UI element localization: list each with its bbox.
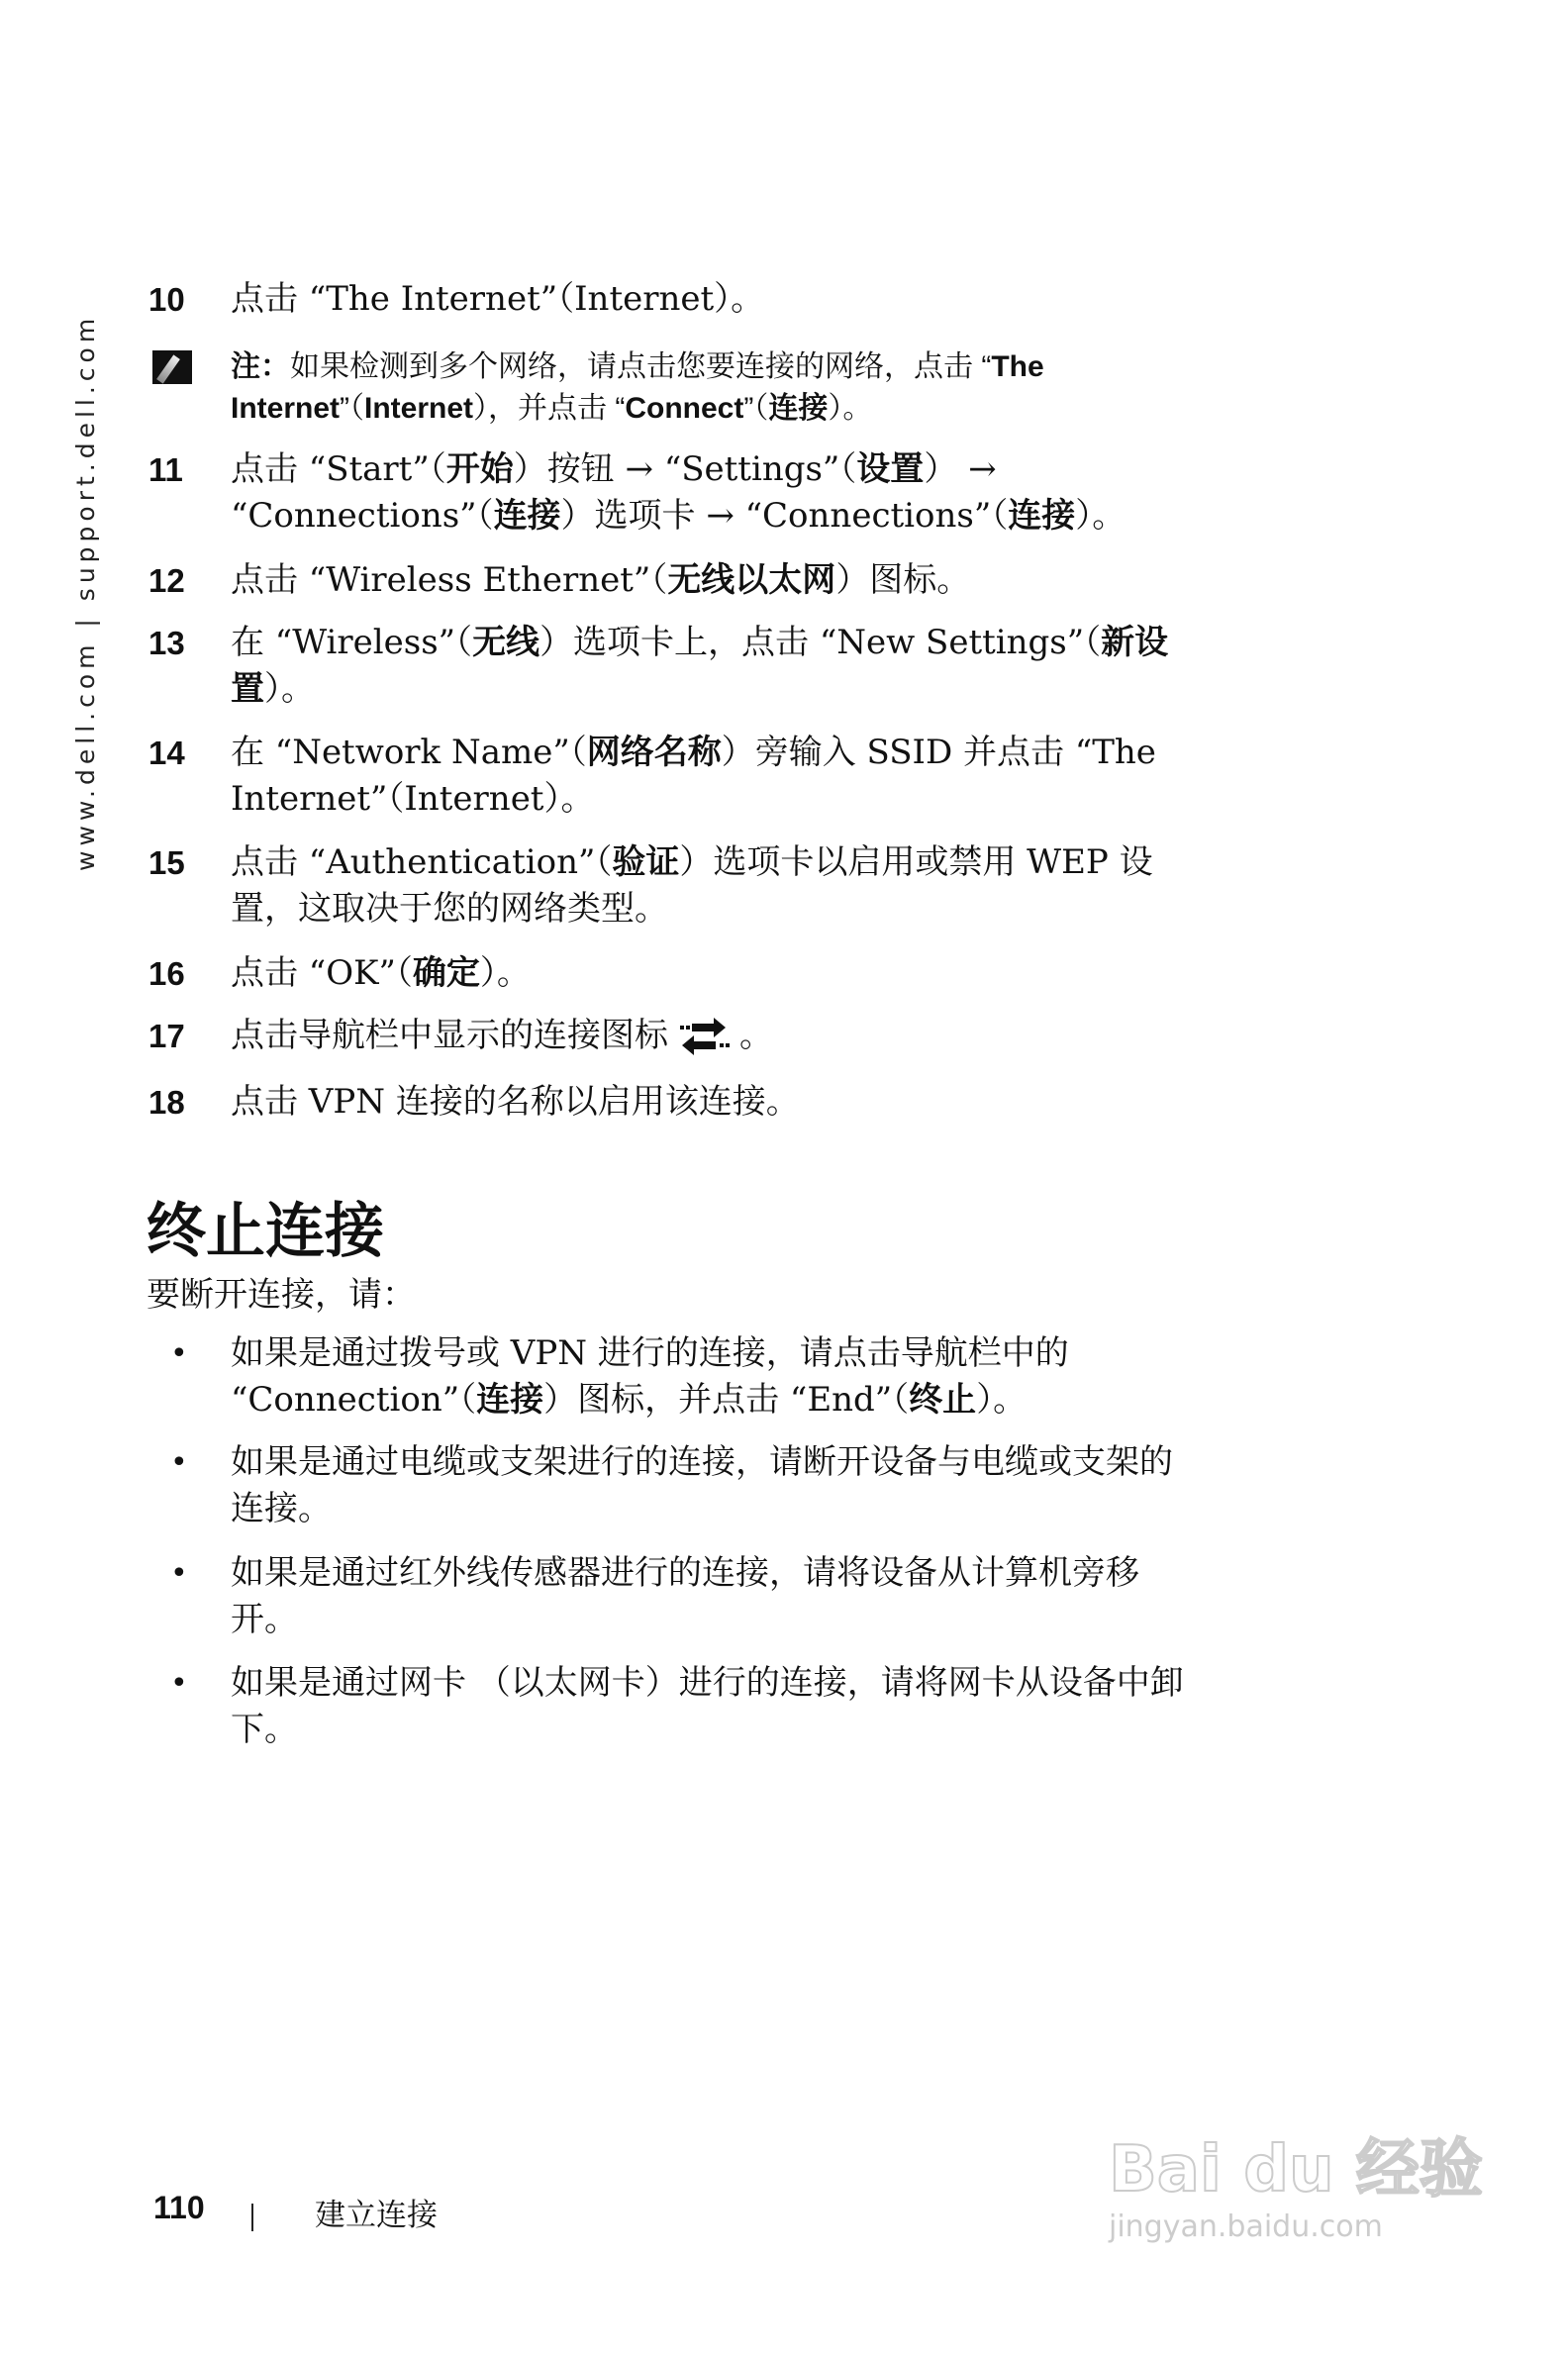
connection-icon [678,1018,730,1057]
step-number: 18 [148,1084,185,1121]
step-number: 10 [148,281,185,318]
text-line [231,1660,1184,1707]
text-line [231,1597,1139,1643]
text-line [231,557,970,604]
text-span: ）旁输入 SSID 并点击 “The [721,733,1156,772]
bold-text: 无线 [472,623,540,662]
note-pencil-icon [152,350,192,384]
text-line [231,886,1153,933]
bold-text: 终止 [909,1380,977,1420]
text-line [231,620,1168,666]
bullet-text [231,1660,1184,1753]
bold-text: Internet [231,392,341,425]
text-span: ）。 [264,669,315,709]
text-span: ”（ [743,392,769,425]
watermark-logo: Bai du 经验 [1109,2133,1483,2207]
intro-text: 要断开连接，请： [147,1275,416,1315]
text-span: ）。 [828,392,873,425]
bold-text: 置 [231,669,264,709]
text-line [231,1439,1173,1486]
text-span: “Connections”（ [231,496,494,536]
text-line [231,776,1156,823]
bold-text: 网络名称 [586,733,722,772]
text-span: 如果是通过电缆或支架进行的连接，请断开设备与电缆或支架的 [231,1442,1173,1482]
text-span: 如果是通过红外线传感器进行的连接，请将设备从计算机旁移 [231,1553,1139,1593]
step-text [231,557,970,604]
text-span: 点击 “Start”（ [231,449,446,489]
step-text [231,446,1126,540]
text-span: 点击导航栏中显示的连接图标 [231,1016,668,1055]
bold-text: 无线以太网 [667,560,836,600]
step-number: 12 [148,562,185,599]
side-url-text: www.dell.com | support.dell.com [71,313,100,871]
text-span: ）选项卡 → “Connections”（ [560,496,1009,536]
bold-text: 连接 [493,496,561,536]
text-span: “Connection”（ [231,1380,477,1420]
text-line [231,730,1156,776]
step-number: 11 [148,451,183,488]
text-line [231,346,1044,388]
text-span: 点击 “Wireless Ethernet”（ [231,560,668,600]
section-heading: 终止连接 [147,1197,384,1266]
bold-text: Internet [364,392,474,425]
text-span: 在 “Wireless”（ [231,623,473,662]
text-span: 如果检测到多个网络，请点击您要连接的网络，点击 “ [290,350,992,383]
step-text [231,730,1156,823]
bold-text: 注： [231,350,290,383]
text-span: Internet”（Internet）。 [231,779,595,819]
text-span: 置，这取决于您的网络类型。 [231,889,668,929]
text-span: 点击 “OK”（ [231,953,413,993]
step-number: 15 [148,844,185,881]
text-span: ”（ [340,392,365,425]
bold-text: 设置 [856,449,925,489]
bullet-icon: • [170,1666,188,1701]
step-number: 17 [148,1018,185,1054]
text-line [231,1707,1184,1753]
text-span: ） → [924,449,997,489]
text-span: ）图标。 [835,560,971,600]
step-text [231,346,1044,430]
text-line [231,276,764,323]
bold-text: 验证 [612,842,680,882]
step-text [231,950,531,997]
bold-text: 新设 [1101,623,1169,662]
bullet-icon: • [170,1445,188,1480]
footer-divider [251,2204,253,2231]
bold-text: 连接 [1008,496,1076,536]
page-number: 110 [153,2190,205,2225]
bold-text: The [991,350,1044,383]
step-text [231,839,1153,933]
text-span: ）选项卡上，点击 “New Settings”（ [539,623,1102,662]
baidu-watermark [1109,2118,1483,2244]
text-span: ）选项卡以启用或禁用 WEP 设 [679,842,1153,882]
bullet-icon: • [170,1556,188,1591]
text-span: ）。 [479,953,531,993]
text-line [231,1377,1069,1423]
text-span: 开。 [231,1600,298,1639]
step-number: 16 [148,955,185,992]
step-text [231,276,764,323]
text-line [231,1550,1139,1597]
bullet-text [231,1439,1173,1532]
bold-text: Connect [625,392,744,425]
text-span: 下。 [231,1710,298,1749]
text-span: 点击 “Authentication”（ [231,842,613,882]
text-span: 在 “Network Name”（ [231,733,587,772]
text-span: ）按钮 → “Settings”（ [513,449,857,489]
text-span: ）图标，并点击 “End”（ [543,1380,910,1420]
text-line [231,666,1168,713]
text-span: 点击 VPN 连接的名称以启用该连接。 [231,1082,800,1122]
step-number: 14 [148,735,185,771]
text-span: 如果是通过网卡 （以太网卡）进行的连接，请将网卡从设备中卸 [231,1663,1184,1703]
text-line [231,388,1044,430]
bold-text: 开始 [445,449,514,489]
bullet-text [231,1330,1069,1423]
text-line [231,1079,800,1126]
text-line [231,493,1126,540]
text-span: ），并点击 “ [473,392,626,425]
text-line [231,1330,1069,1377]
text-span: 如果是通过拨号或 VPN 进行的连接，请点击导航栏中的 [231,1333,1069,1373]
step-text [231,1079,800,1126]
text-span: 点击 “The Internet”（Internet）。 [231,279,765,319]
chapter-title: 建立连接 [315,2198,438,2233]
bold-text: 连接 [768,392,829,425]
text-span: ）。 [1075,496,1127,536]
text-line [231,950,531,997]
bullet-text [231,1550,1139,1643]
step-number: 13 [148,625,185,661]
bold-text: 确定 [412,953,480,993]
step-text [231,1013,773,1059]
text-span: ）。 [976,1380,1028,1420]
bold-text: 连接 [476,1380,544,1420]
watermark-url: jingyan.baidu.com [1109,2209,1383,2244]
text-line [231,1013,773,1059]
bullet-icon: • [170,1336,188,1371]
text-line [231,1486,1173,1532]
text-line [231,839,1153,886]
text-span: 。 [739,1016,773,1055]
text-span: 连接。 [231,1489,332,1528]
step-text [231,620,1168,713]
text-line [231,446,1126,493]
